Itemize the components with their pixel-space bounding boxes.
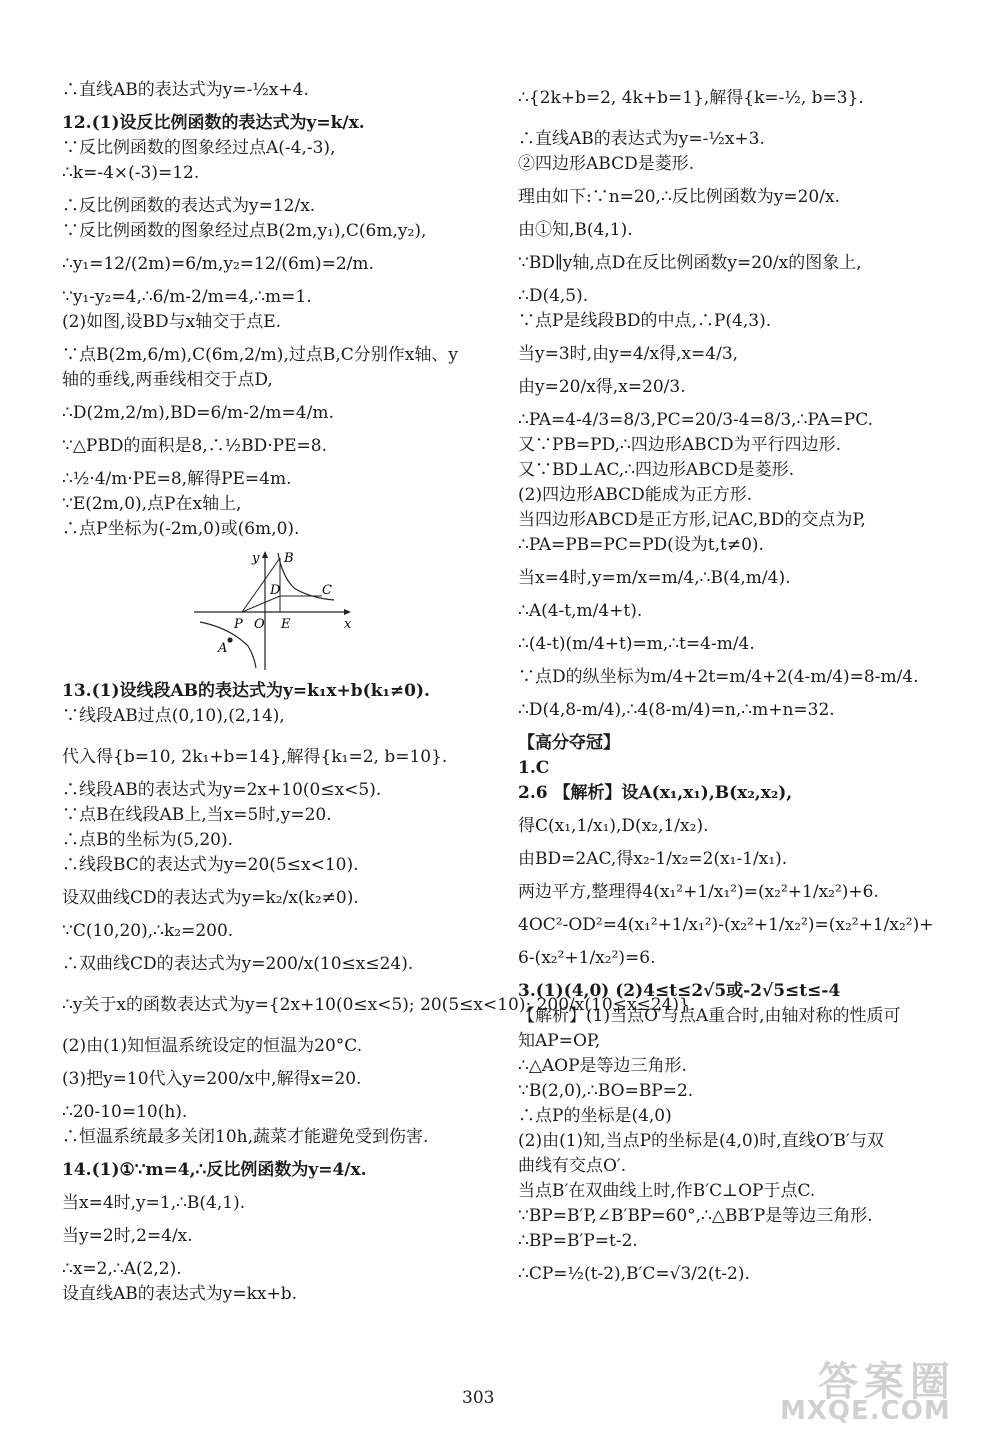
text-line: ∴y关于x的函数表达式为y={2x+10(0≤x<5); 20(5≤x<10); 200/x(10≤x≤24)}. <box>62 995 696 1015</box>
function-graph <box>194 548 354 673</box>
text-line: 当点B′在双曲线上时,作B′C⊥OP于点C. <box>518 1181 816 1201</box>
text-line: 当x=4时,y=m/x=m/4,∴B(4,m/4). <box>518 568 791 588</box>
text-line: 6-(x₂²+1/x₂²)=6. <box>518 948 656 968</box>
answer-3-heading: 3.(1)(4,0) (2)4≤t≤2√5或-2√5≤t≤-4 <box>518 981 841 1001</box>
label-e: E <box>281 617 291 632</box>
label-c: C <box>322 583 332 598</box>
hyperbola-branch-left <box>200 622 256 668</box>
text-line: ∴x=2,∴A(2,2). <box>62 1259 182 1279</box>
text-line: ∵B(2,0),∴BO=BP=2. <box>518 1081 694 1101</box>
point-a-dot <box>227 637 232 642</box>
text-line: 当x=4时,y=1,∴B(4,1). <box>62 1193 246 1213</box>
section-heading-gaofen: 【高分夺冠】 <box>518 733 620 753</box>
text-line: ∴D(2m,2/m),BD=6/m-2/m=4/m. <box>62 403 334 423</box>
text-line: ∴(4-t)(m/4+t)=m,∴t=4-m/4. <box>518 634 755 654</box>
text-line: ∵E(2m,0),点P在x轴上, <box>62 494 242 514</box>
text-line: ∵线段AB过点(0,10),(2,14), <box>62 706 285 726</box>
watermark <box>780 1350 980 1430</box>
label-p: P <box>234 617 243 632</box>
text-line: ∴线段BC的表达式为y=20(5≤x<10). <box>62 855 359 875</box>
text-line: ②四边形ABCD是菱形. <box>518 154 695 174</box>
label-y: y <box>252 551 260 566</box>
text-line: ∵点B(2m,6/m),C(6m,2/m),过点B,C分别作x轴、y <box>62 345 458 365</box>
text-line: (3)把y=10代入y=200/x中,解得x=20. <box>62 1069 362 1089</box>
text-line: ∵点D的纵坐标为m/4+2t=m/4+2(4-m/4)=8-m/4. <box>518 667 919 687</box>
text-line: 由BD=2AC,得x₂-1/x₂=2(x₁-1/x₁). <box>518 849 788 869</box>
text-line: 4OC²-OD²=4(x₁²+1/x₁²)-(x₂²+1/x₂²)=(x₂²+1/x₂²)+ <box>518 915 934 935</box>
text-line: ∴{2k+b=2, 4k+b=1},解得{k=-½, b=3}. <box>518 88 864 108</box>
text-line: 当四边形ABCD是正方形,记AC,BD的交点为P, <box>518 510 866 530</box>
text-line: 由y=20/x得,x=20/3. <box>518 377 686 397</box>
text-line: 代入得{b=10, 2k₁+b=14},解得{k₁=2, b=10}. <box>62 747 448 767</box>
text-line: (2)如图,设BD与x轴交于点E. <box>62 312 282 332</box>
right-column <box>518 78 948 1287</box>
text-line: 得C(x₁,1/x₁),D(x₂,1/x₂). <box>518 816 709 836</box>
text-line: ∴D(4,8-m/4),∴4(8-m/4)=n,∴m+n=32. <box>518 700 835 720</box>
answer-2-heading: 2.6 【解析】设A(x₁,x₁),B(x₂,x₂), <box>518 783 793 803</box>
label-d: D <box>270 583 281 598</box>
text-line: 设直线AB的表达式为y=kx+b. <box>62 1284 298 1304</box>
problem-14-heading: 14.(1)①∵m=4,∴反比例函数为y=4/x. <box>62 1160 367 1180</box>
text-line: ∴PA=PB=PC=PD(设为t,t≠0). <box>518 535 764 555</box>
text-line: ∴PA=4-4/3=8/3,PC=20/3-4=8/3,∴PA=PC. <box>518 410 874 430</box>
text-line: ∴直线AB的表达式为y=-½x+3. <box>518 129 765 149</box>
problem-13-heading: 13.(1)设线段AB的表达式为y=k₁x+b(k₁≠0). <box>62 681 430 701</box>
label-o: O <box>254 617 265 632</box>
problem-12-heading: 12.(1)设反比例函数的表达式为y=k/x. <box>62 113 365 133</box>
text-line: 轴的垂线,两垂线相交于点D, <box>62 370 273 390</box>
watermark-bottom-text: MXQE.COM <box>780 1396 951 1426</box>
x-axis-arrow <box>344 609 351 615</box>
text-line: ∴A(4-t,m/4+t). <box>518 601 643 621</box>
label-a: A <box>218 641 228 656</box>
text-line: 设双曲线CD的表达式为y=k₂/x(k₂≠0). <box>62 888 359 908</box>
label-b: B <box>284 551 294 566</box>
text-line: 当y=2时,2=4/x. <box>62 1226 193 1246</box>
text-line: ∴k=-4×(-3)=12. <box>62 163 200 183</box>
text-line: ∴20-10=10(h). <box>62 1102 188 1122</box>
text-line: ∵C(10,20),∴k₂=200. <box>62 921 234 941</box>
page-number: 303 <box>462 1388 495 1408</box>
text-line: ∴点B的坐标为(5,20). <box>62 830 234 850</box>
text-line: ∴反比例函数的表达式为y=12/x. <box>62 196 316 216</box>
text-line: ∵点B在线段AB上,当x=5时,y=20. <box>62 805 332 825</box>
text-line: (2)由(1)知,当点P的坐标是(4,0)时,直线O′B′与双 <box>518 1131 884 1151</box>
text-line: ∴y₁=12/(2m)=6/m,y₂=12/(6m)=2/m. <box>62 254 374 274</box>
text-line: 当y=3时,由y=4/x得,x=4/3, <box>518 344 739 364</box>
y-axis-arrow <box>262 551 268 558</box>
text-line: ∴直线AB的表达式为y=-½x+4. <box>62 80 309 100</box>
text-line: ∴D(4,5). <box>518 286 589 306</box>
label-x: x <box>344 617 352 632</box>
text-line: 曲线有交点O′. <box>518 1156 627 1176</box>
text-line: ∵BD∥y轴,点D在反比例函数y=20/x的图象上, <box>518 253 862 273</box>
text-line: ∴恒温系统最多关闭10h,蔬菜才能避免受到伤害. <box>62 1127 429 1147</box>
text-line: ∴线段AB的表达式为y=2x+10(0≤x<5). <box>62 780 382 800</box>
text-line: ∵△PBD的面积是8,∴½BD·PE=8. <box>62 436 327 456</box>
text-line: ∴½·4/m·PE=8,解得PE=4m. <box>62 469 292 489</box>
text-line: ∴点P坐标为(-2m,0)或(6m,0). <box>62 519 300 539</box>
text-line: ∵反比例函数的图象经过点B(2m,y₁),C(6m,y₂), <box>62 221 427 241</box>
text-line: ∵y₁-y₂=4,∴6/m-2/m=4,∴m=1. <box>62 287 312 307</box>
text-line: 理由如下:∵n=20,∴反比例函数为y=20/x. <box>518 187 840 207</box>
text-line: 又∵BD⊥AC,∴四边形ABCD是菱形. <box>518 460 795 480</box>
text-line: (2)四边形ABCD能成为正方形. <box>518 485 753 505</box>
text-line: ∵反比例函数的图象经过点A(-4,-3), <box>62 138 336 158</box>
text-line: ∵BP=B′P,∠B′BP=60°,∴△BB′P是等边三角形. <box>518 1206 873 1226</box>
text-line: ∵点P是线段BD的中点,∴P(4,3). <box>518 311 772 331</box>
text-line: 又∵PB=PD,∴四边形ABCD为平行四边形. <box>518 435 841 455</box>
answer-1: 1.C <box>518 758 550 778</box>
text-line: ∴双曲线CD的表达式为y=200/x(10≤x≤24). <box>62 954 414 974</box>
text-line: 知AP=OP, <box>518 1031 601 1051</box>
text-line: ∴点P的坐标是(4,0) <box>518 1106 672 1126</box>
text-line: 【解析】(1)当点O′与点A重合时,由轴对称的性质可 <box>518 1006 901 1026</box>
text-line: 由①知,B(4,1). <box>518 220 633 240</box>
text-line: 两边平方,整理得4(x₁²+1/x₁²)=(x₂²+1/x₂²)+6. <box>518 882 879 902</box>
text-line: ∴△AOP是等边三角形. <box>518 1056 687 1076</box>
text-line: (2)由(1)知恒温系统设定的恒温为20°C. <box>62 1036 363 1056</box>
text-line: ∴BP=B′P=t-2. <box>518 1231 638 1251</box>
text-line: ∴CP=½(t-2),B′C=√3/2(t-2). <box>518 1264 750 1284</box>
watermark-top-text: 答案圈 <box>818 1359 956 1405</box>
